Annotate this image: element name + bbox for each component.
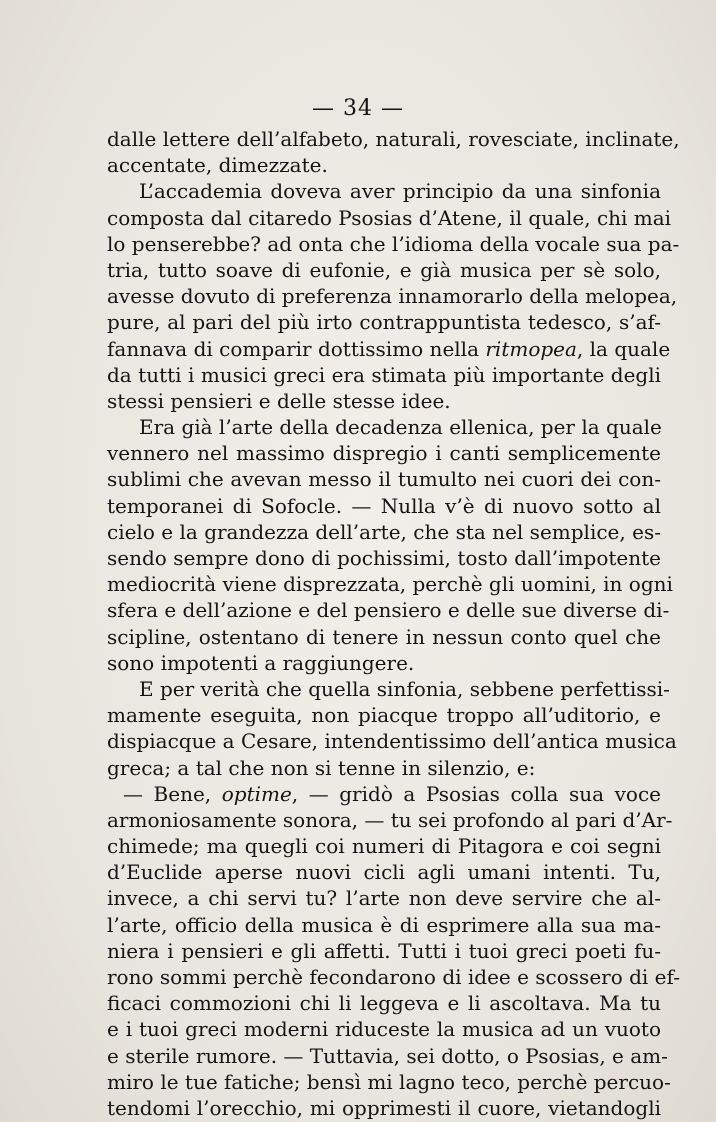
text-line: greca; a tal che non si tenne in silenzio, e: bbox=[107, 755, 536, 780]
page-number: — 34 — bbox=[312, 96, 404, 121]
text-line: stessi pensieri e delle stesse idee. bbox=[107, 388, 451, 413]
dialogue-start-line: — Bene, optime, — gridò a Psosias colla sua voce bbox=[123, 781, 661, 806]
text-line: chimede; ma quegli coi numeri di Pitagora e coi segni bbox=[107, 834, 661, 859]
text-line: tria, tutto soave di eufonie, e già musica per sè solo, bbox=[107, 257, 661, 282]
text-line: sono impotenti a raggiungere. bbox=[107, 650, 415, 675]
text-line: rono sommi perchè fecondarono di idee e scossero di ef- bbox=[107, 965, 680, 989]
text-line: sendo sempre dono di pochissimi, tosto dall’impotente bbox=[107, 546, 661, 570]
text-line: accentate, dimezzate. bbox=[107, 153, 328, 178]
text-line: dispiacque a Cesare, intendentissimo dell’antica musica bbox=[107, 729, 677, 754]
text-line: mediocrità viene disprezzata, perchè gli uomini, in ogni bbox=[107, 572, 673, 597]
text-line: avesse dovuto di preferenza innamorarlo della melopea, bbox=[107, 284, 678, 309]
text-line: miro le tue fatiche; bensì mi lagno teco, perchè percuo- bbox=[107, 1069, 671, 1094]
text-line: sublimi che avevan messo il tumulto nei cuori dei con- bbox=[107, 467, 661, 492]
text-line: pure, al pari del più irto contrappuntista tedesco, s’af- bbox=[107, 310, 661, 335]
text-line: vennero nel massimo dispregio i canti semplicemente bbox=[107, 441, 661, 466]
italic-word: ritmopea bbox=[485, 336, 577, 361]
text-line: niera i pensieri e gli affetti. Tutti i tuoi greci poeti fu- bbox=[107, 938, 661, 963]
text-line: e sterile rumore. — Tuttavia, sei dotto, o Psosias, e am- bbox=[107, 1043, 668, 1068]
text-line: armoniosamente sonora, — tu sei profondo al pari d’Ar- bbox=[107, 807, 673, 832]
text-line: dalle lettere dell’alfabeto, naturali, rovesciate, inclinate, bbox=[107, 127, 680, 151]
text-line: mamente eseguita, non piacque troppo all’uditorio, e bbox=[107, 703, 661, 728]
text-line: sfera e dell’azione e del pensiero e delle sue diverse di- bbox=[107, 598, 670, 623]
text-line: lo penserebbe? ad onta che l’idioma della vocale sua pa- bbox=[107, 231, 680, 256]
paragraph-start-line: Era già l’arte della decadenza ellenica, per la quale bbox=[139, 415, 662, 440]
text-line: scipline, ostentano di tenere in nessun conto quel che bbox=[107, 624, 661, 649]
text-line: da tutti i musici greci era stimata più importante degli bbox=[107, 362, 661, 387]
body-text bbox=[107, 126, 680, 1121]
text-line: ficaci commozioni chi li leggeva e li ascoltava. Ma tu bbox=[107, 991, 661, 1016]
paragraph-start-line: E per verità che quella sinfonia, sebbene perfettissi- bbox=[139, 676, 670, 701]
text-line: d’Euclide aperse nuovi cicli agli umani intenti. Tu, bbox=[107, 860, 661, 885]
text-line: composta dal citaredo Psosias d’Atene, il quale, chi mai bbox=[107, 205, 672, 230]
italic-word: optime bbox=[221, 781, 292, 806]
text-line: temporanei di Sofocle. — Nulla v’è di nuovo sotto al bbox=[107, 493, 661, 518]
text-line: invece, a chi servi tu? l’arte non deve servire che al- bbox=[107, 886, 661, 911]
text-line: e i tuoi greci moderni riduceste la musica ad un vuoto bbox=[107, 1017, 661, 1042]
text-line: cielo e la grandezza dell’arte, che sta nel semplice, es- bbox=[107, 519, 661, 544]
text-line: l’arte, officio della musica è di esprimere alla sua ma- bbox=[107, 912, 661, 937]
text-line: fannava di comparir dottissimo nella ritmopea, la quale bbox=[107, 336, 671, 361]
paragraph-start-line: L’accademia doveva aver principio da una sinfonia bbox=[139, 179, 661, 204]
text-line: tendomi l’orecchio, mi opprimesti il cuore, vietandogli bbox=[107, 1095, 661, 1120]
